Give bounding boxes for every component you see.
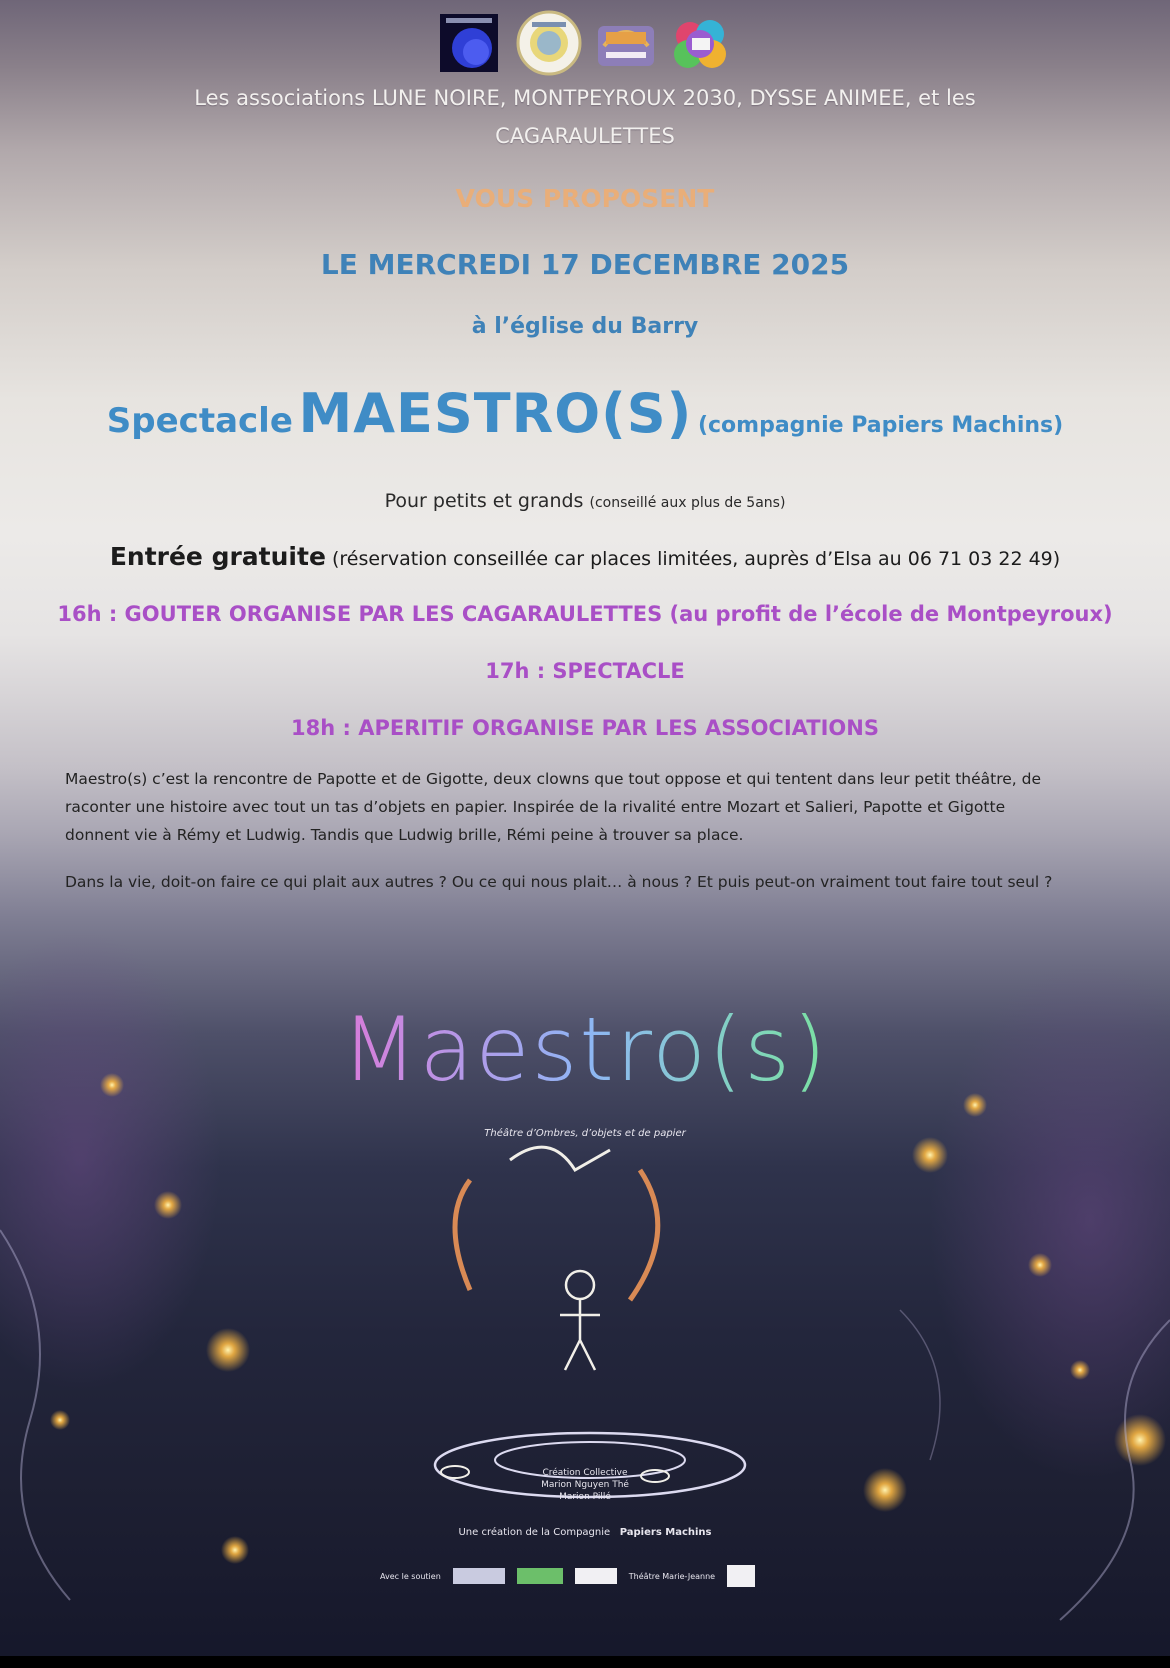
poster-brand-title: Maestro(s) [0, 998, 1170, 1101]
event-date: LE MERCREDI 17 DECEMBRE 2025 [320, 248, 850, 281]
description-question: Dans la vie, doit-on faire ce qui plait aux autres ? Ou ce qui nous plait… à nous ? Et puis peut-on vraiment tout faire tout seul ? [65, 873, 1053, 891]
partner-logos [380, 1565, 755, 1587]
lune-noire-logo [440, 14, 498, 72]
credit-line: Marion Pillé [559, 1492, 611, 1502]
bottom-strip [0, 1656, 1170, 1668]
partner-logo [575, 1568, 617, 1584]
schedule-item: 16h : GOUTER ORGANISE PAR LES CAGARAULETTES (au profit de l’école de Montpeyroux) [57, 602, 1113, 626]
association-logos [0, 14, 1170, 74]
event-venue: à l’église du Barry [471, 314, 699, 339]
company-logo: Papiers Machins [619, 1527, 712, 1538]
poster-subtitle: Théâtre d’Ombres, d’objets et de papier [484, 1128, 686, 1139]
credit-line: Création Collective [542, 1468, 628, 1478]
audience-line [0, 490, 1170, 512]
credit-line: Marion Nguyen Thé [541, 1480, 629, 1490]
show-description [65, 765, 1115, 849]
description-line: donnent vie à Rémy et Ludwig. Tandis que Ludwig brille, Rémi peine à trouver sa place. [65, 826, 744, 844]
partner-logo [453, 1568, 505, 1584]
partners-label: Avec le soutien [380, 1571, 441, 1581]
title-name: MAESTRO(S) [298, 382, 693, 445]
company-line: Une création de la Compagnie [458, 1527, 611, 1538]
partner-logo [727, 1565, 755, 1587]
dysse-animee-logo [596, 18, 656, 68]
audience-main: Pour petits et grands [384, 490, 584, 512]
description-line: Maestro(s) c’est la rencontre de Papotte et de Gigotte, deux clowns que tout oppose et qui tentent dans leur petit théâtre, de [65, 770, 1042, 788]
entry-note: (réservation conseillée car places limitées, auprès d’Elsa au 06 71 03 22 49) [331, 548, 1061, 570]
entry-label: Entrée gratuite [109, 542, 326, 571]
description-line: raconter une histoire avec tout un tas d’objets en papier. Inspirée de la rivalité entre Mozart et Salieri, Papotte et Gigotte [65, 798, 1006, 816]
montpeyroux-2030-logo [516, 10, 582, 76]
schedule-item: 17h : SPECTACLE [485, 659, 685, 683]
partner-theatre: Théâtre Marie-Jeanne [628, 1571, 716, 1581]
audience-note: (conseillé aux plus de 5ans) [589, 495, 786, 511]
associations-line-2: CAGARAULETTES [495, 124, 675, 148]
cagaraulettes-logo [670, 14, 730, 74]
partner-logo [517, 1568, 563, 1584]
title-company: (compagnie Papiers Machins) [697, 413, 1064, 438]
propose-heading: VOUS PROPOSENT [455, 184, 715, 213]
show-title [0, 382, 1170, 445]
company-credit [0, 1527, 1170, 1538]
schedule-item: 18h : APERITIF ORGANISE PAR LES ASSOCIATIONS [291, 716, 879, 740]
associations-line-1: Les associations LUNE NOIRE, MONTPEYROUX 2030, DYSSE ANIMEE, et les [194, 86, 976, 110]
entry-line [0, 542, 1170, 571]
title-prefix: Spectacle [106, 401, 293, 441]
